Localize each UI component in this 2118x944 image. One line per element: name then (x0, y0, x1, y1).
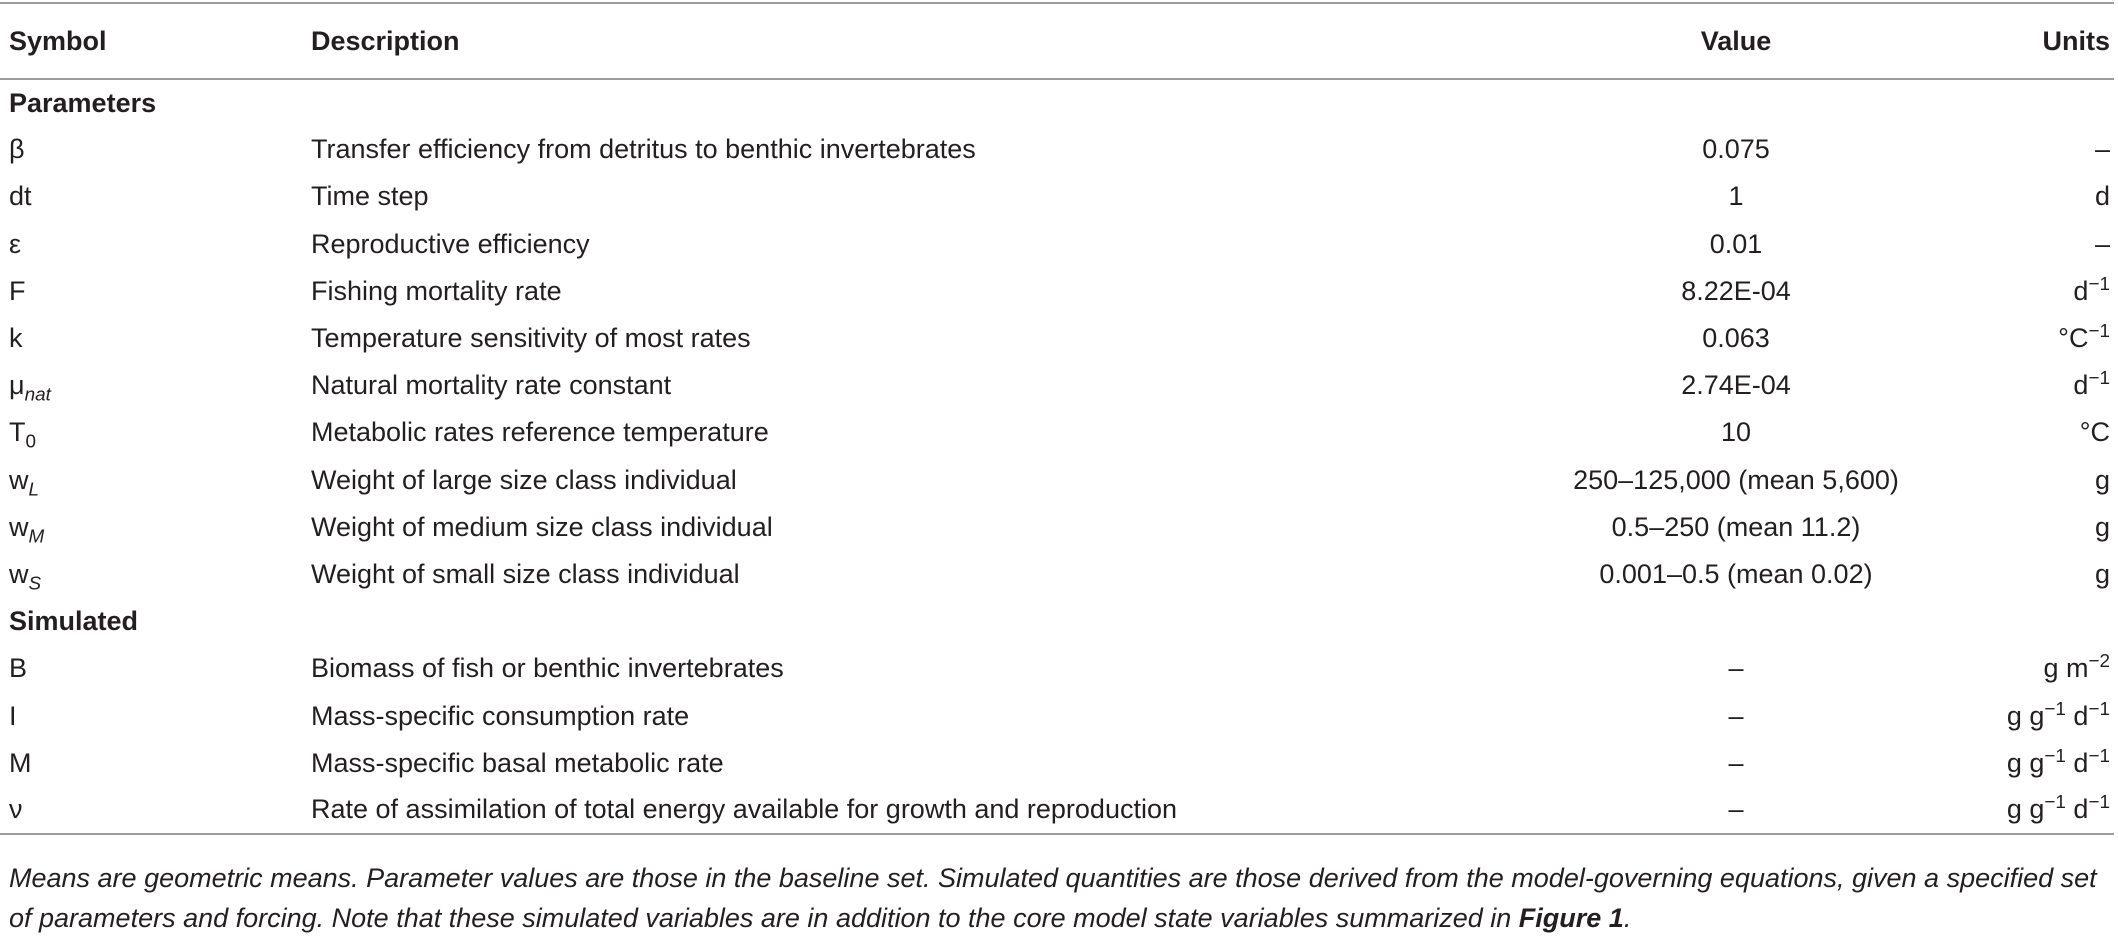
units-cell: °C (2079, 417, 2110, 448)
table-row (0, 504, 2114, 551)
description-cell: Temperature sensitivity of most rates (311, 323, 751, 354)
footnote-text: Means are geometric means. Parameter values are those in the baseline set. Simulated quantities are those derived from the model-governing equations, given a specified set of parameters and forcing. Note that these simulated variables are in addition to the core model state variables summarized in (9, 863, 2097, 933)
units-exponent: −1 (2088, 698, 2110, 720)
value-cell: 1 (1728, 181, 1744, 212)
symbol-subscript: M (28, 526, 45, 548)
value-cell: 0.5–250 (mean 11.2) (1611, 511, 1861, 542)
value-cell: 0.01 (1709, 228, 1763, 259)
header-row (0, 3, 2114, 79)
table-row (0, 409, 2114, 456)
units-cell: g (2094, 464, 2110, 495)
symbol-cell: F (9, 275, 26, 306)
table-row (0, 126, 2114, 173)
units-cell (1911, 645, 2114, 692)
value-cell: 8.22E-04 (1681, 275, 1791, 306)
table-row (0, 457, 2114, 504)
value-cell: – (1728, 747, 1744, 778)
symbol-cell: ε (9, 228, 22, 259)
symbol-subscript: nat (24, 384, 51, 406)
symbol-base: w (9, 558, 29, 589)
table-row (0, 221, 2114, 268)
symbol-subscript: S (28, 573, 42, 595)
units-base: g m (2043, 653, 2089, 684)
header-units: Units (1911, 3, 2114, 79)
table-row (0, 315, 2114, 362)
parameter-table (0, 2, 2114, 835)
units-part: g g (2006, 700, 2045, 731)
description-cell: Fishing mortality rate (311, 275, 562, 306)
units-cell (1911, 362, 2114, 409)
header-value: Value (1561, 3, 1911, 79)
table-footnote (9, 858, 2109, 938)
description-cell: Rate of assimilation of total energy available for growth and reproduction (311, 787, 1561, 834)
units-cell: d (2094, 181, 2110, 212)
units-exponent: −1 (2088, 792, 2110, 814)
description-cell: Transfer efficiency from detritus to benthic invertebrates (311, 134, 976, 165)
symbol-base: T (9, 417, 26, 448)
units-part: g g (2006, 747, 2045, 778)
figure-reference: Figure 1 (1518, 903, 1624, 933)
description-cell: Mass-specific basal metabolic rate (311, 747, 724, 778)
description-cell: Time step (311, 181, 429, 212)
table-row (0, 551, 2114, 598)
units-exponent: −1 (2088, 273, 2110, 295)
section-title-simulated: Simulated (9, 606, 139, 637)
value-cell: 0.001–0.5 (mean 0.02) (1599, 558, 1873, 589)
units-cell (1911, 740, 2114, 787)
units-part: d (2065, 794, 2089, 825)
table-row (0, 787, 2114, 834)
symbol-cell (0, 504, 311, 551)
units-cell: – (2094, 134, 2110, 165)
table-row (0, 362, 2114, 409)
units-exponent: −1 (2044, 792, 2066, 814)
units-cell (1911, 787, 2114, 834)
header-symbol: Symbol (0, 3, 311, 79)
units-cell: – (2094, 228, 2110, 259)
units-part: d (2065, 747, 2089, 778)
symbol-base: w (9, 511, 29, 542)
units-base: d (2073, 275, 2089, 306)
symbol-base: w (9, 464, 29, 495)
section-row-simulated (0, 598, 2114, 645)
symbol-cell: k (9, 323, 23, 354)
symbol-cell (0, 457, 311, 504)
description-cell: Mass-specific consumption rate (311, 700, 690, 731)
value-cell: 0.075 (1702, 134, 1770, 165)
description-cell: Natural mortality rate constant (311, 370, 672, 401)
table-row (0, 173, 2114, 220)
symbol-cell (0, 409, 311, 456)
description-cell: Reproductive efficiency (311, 228, 590, 259)
section-title-parameters: Parameters (9, 87, 157, 118)
units-cell (1911, 315, 2114, 362)
symbol-cell: M (9, 747, 32, 778)
units-exponent: −2 (2088, 651, 2110, 673)
table-row (0, 268, 2114, 315)
description-cell: Weight of medium size class individual (311, 511, 773, 542)
description-cell: Weight of large size class individual (311, 464, 737, 495)
value-cell: 10 (1720, 417, 1752, 448)
value-cell: 250–125,000 (mean 5,600) (1573, 464, 1899, 495)
units-part: g g (2006, 794, 2045, 825)
units-exponent: −1 (2088, 745, 2110, 767)
description-cell: Biomass of fish or benthic invertebrates (311, 653, 784, 684)
symbol-subscript: 0 (25, 431, 37, 453)
table-row (0, 692, 2114, 739)
units-cell (1911, 268, 2114, 315)
description-cell: Weight of small size class individual (311, 558, 740, 589)
units-exponent: −1 (2044, 745, 2066, 767)
symbol-cell: B (9, 653, 28, 684)
value-cell: – (1728, 700, 1744, 731)
value-cell: – (1561, 787, 1911, 834)
units-exponent: −1 (2044, 698, 2066, 720)
units-part: d (2065, 700, 2089, 731)
symbol-subscript: L (28, 478, 40, 500)
symbol-cell (0, 362, 311, 409)
units-cell: g (2094, 558, 2110, 589)
value-cell: – (1728, 653, 1744, 684)
table-row (0, 645, 2114, 692)
description-cell: Metabolic rates reference temperature (311, 417, 769, 448)
value-cell: 2.74E-04 (1681, 370, 1791, 401)
units-cell: g (2094, 511, 2110, 542)
units-exponent: −1 (2088, 321, 2110, 343)
table-row (0, 740, 2114, 787)
symbol-cell: ν (0, 787, 311, 834)
symbol-cell (0, 551, 311, 598)
units-base: °C (2058, 323, 2089, 354)
symbol-base: μ (9, 370, 25, 401)
symbol-cell: I (9, 700, 17, 731)
units-exponent: −1 (2088, 368, 2110, 390)
units-cell (1911, 692, 2114, 739)
units-base: d (2073, 370, 2089, 401)
symbol-cell: dt (9, 181, 32, 212)
footnote-end: . (1623, 903, 1632, 933)
symbol-cell: β (9, 134, 25, 165)
header-description: Description (311, 3, 1561, 79)
value-cell: 0.063 (1702, 323, 1770, 354)
section-row-parameters (0, 79, 2114, 126)
